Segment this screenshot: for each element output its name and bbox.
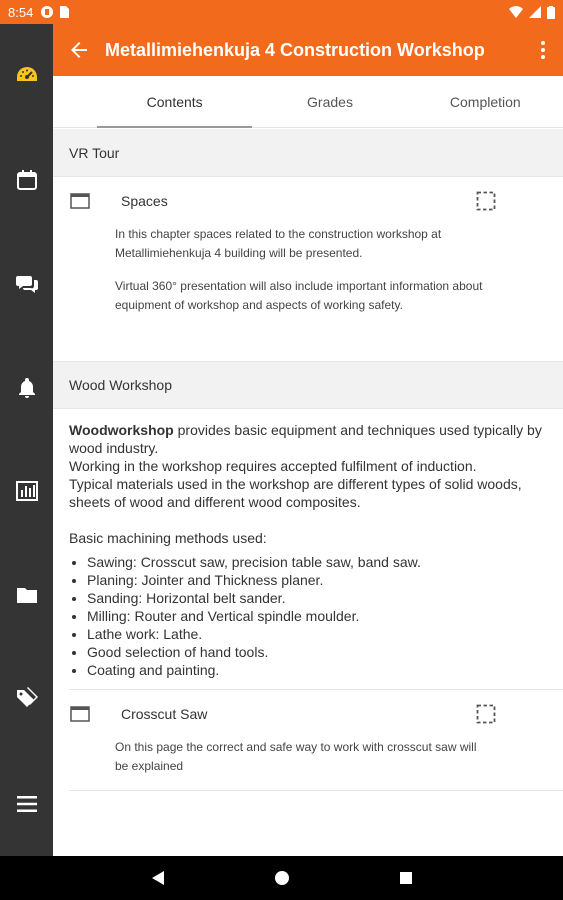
square-recents-icon <box>399 871 413 885</box>
list-item: • Good selection of hand tools. <box>87 643 547 661</box>
sim-icon <box>58 6 70 18</box>
completion-checkbox-icon[interactable] <box>476 191 496 211</box>
module-crosscut-saw <box>53 690 563 776</box>
battery-icon <box>547 6 555 19</box>
module-description-paragraph: In this chapter spaces related to the construction workshop at Metallimiehenkuja 4 building will be presented. <box>115 227 442 260</box>
summary-text: provides basic equipment and techniques used typically by wood industry. <box>69 422 542 456</box>
list-item: • Lathe work: Lathe. <box>87 625 547 643</box>
circle-home-icon <box>274 870 290 886</box>
list-item: • Sanding: Horizontal belt sander. <box>87 589 547 607</box>
module-description <box>53 225 563 315</box>
rail-item-files[interactable] <box>0 573 53 617</box>
page-icon <box>70 706 90 722</box>
summary-line: Basic machining methods used: <box>69 530 267 546</box>
rail-item-calendar[interactable] <box>0 158 53 202</box>
module-description <box>53 738 563 776</box>
tab-grades[interactable]: Grades <box>307 93 353 110</box>
list-item: • Planing: Jointer and Thickness planer. <box>87 571 547 589</box>
completion-checkbox-icon[interactable] <box>476 704 496 724</box>
summary-bold: Woodworkshop <box>69 422 174 438</box>
tab-completion[interactable]: Completion <box>449 93 521 110</box>
module-description-paragraph: Virtual 360° presentation will also include important information about equipment of workshop and aspects of working safety. <box>115 279 483 312</box>
module-name: Crosscut Saw <box>121 706 208 722</box>
course-contents <box>53 129 563 856</box>
wifi-icon <box>509 6 523 18</box>
system-recents-button[interactable] <box>391 863 421 893</box>
module-row-crosscut-saw[interactable] <box>53 690 563 738</box>
app-bar <box>53 24 563 76</box>
bar-chart-icon <box>15 479 39 503</box>
rail-item-tags[interactable] <box>0 676 53 720</box>
status-time: 8:54 <box>8 4 34 20</box>
more-vertical-icon <box>540 40 546 60</box>
calendar-icon <box>15 168 39 192</box>
summary-line: Typical materials used in the workshop are different types of solid woods, sheets of wood and different wood composites. <box>69 476 522 510</box>
arrow-back-icon <box>69 40 89 60</box>
module-row-spaces[interactable] <box>53 177 563 225</box>
list-item: • Coating and painting. <box>87 661 547 679</box>
system-navigation-bar <box>0 856 563 900</box>
tag-icon <box>15 686 39 710</box>
tab-contents[interactable]: Contents <box>53 76 252 127</box>
rail-item-messages[interactable] <box>0 262 53 306</box>
section-summary <box>53 409 563 689</box>
rail-item-notifications[interactable] <box>0 366 53 410</box>
page-icon <box>70 193 90 209</box>
hamburger-menu-icon <box>15 792 39 816</box>
dashboard-icon <box>15 63 39 87</box>
notification-icon <box>41 6 53 18</box>
section-header-wood-workshop[interactable]: Wood Workshop <box>53 361 563 409</box>
side-navigation-rail <box>0 24 53 856</box>
list-item: • Milling: Router and Vertical spindle moulder. <box>87 607 547 625</box>
back-button[interactable] <box>53 24 105 76</box>
rail-item-dashboard[interactable] <box>0 53 53 97</box>
status-bar <box>0 0 563 24</box>
summary-line: Working in the workshop requires accepted fulfilment of induction. <box>69 458 477 474</box>
page-title: Metallimiehenkuja 4 Construction Workshop <box>105 39 485 60</box>
list-item: • Sawing: Crosscut saw, precision table saw, band saw. <box>87 553 547 571</box>
divider <box>69 790 563 791</box>
bell-icon <box>15 376 39 400</box>
system-home-button[interactable] <box>267 863 297 893</box>
chat-icon <box>15 272 39 296</box>
rail-item-menu[interactable] <box>0 782 53 826</box>
module-spaces <box>53 177 563 361</box>
tab-bar <box>53 76 563 128</box>
rail-item-grades[interactable] <box>0 469 53 513</box>
more-options-button[interactable] <box>523 24 563 76</box>
summary-line <box>69 421 547 457</box>
methods-list <box>87 553 547 679</box>
signal-icon <box>529 6 541 18</box>
module-name: Spaces <box>121 193 168 209</box>
module-description-paragraph: On this page the correct and safe way to work with crosscut saw will be explained <box>115 740 477 773</box>
triangle-back-icon <box>151 870 165 886</box>
folder-icon <box>15 583 39 607</box>
system-back-button[interactable] <box>143 863 173 893</box>
section-header-vr-tour[interactable]: VR Tour <box>53 129 563 177</box>
